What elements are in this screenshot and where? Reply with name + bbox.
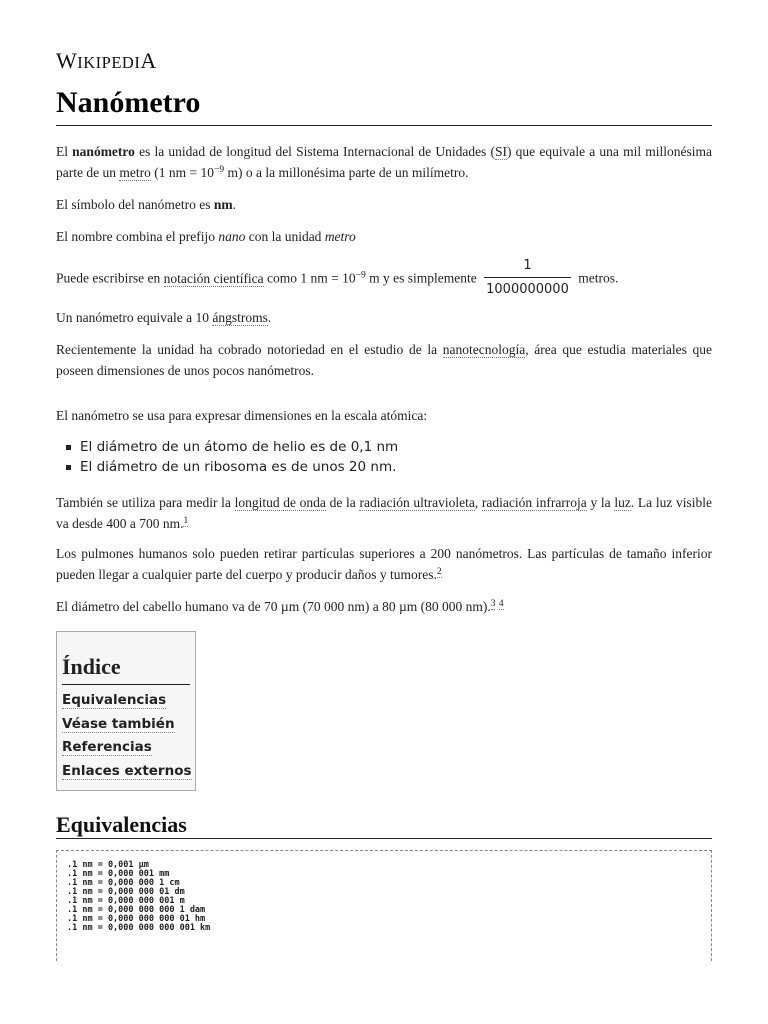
lungs-paragraph: Los pulmones humanos solo pueden retirar partículas superiores a 200 nanómetros. Las partículas de tamaño inferior pueden llegar a cualquier parte del cuerpo y producir daños y tumores.$^2$ bbox=[56, 546, 712, 582]
bullet-icon bbox=[66, 445, 71, 450]
intro-paragraph: El nanómetro es la unidad de longitud del Sistema Internacional de Unidades (SI) que equivale a una mil millonésima parte de un metro (1 nm = $10^{-9}$ m) o a la millonésima parte de un milímetro. bbox=[56, 144, 712, 180]
wavelength-paragraph: También se utiliza para medir la longitud de onda de la radiación ultravioleta, radiación infrarroja y la luz. La luz visible va desde 400 a 700 nm.$^1$ bbox=[56, 495, 712, 531]
fraction: $\frac{1}{1000000000}$ bbox=[484, 255, 571, 300]
link-longitud-de-onda[interactable]: longitud de onda bbox=[234, 495, 326, 510]
reference-2[interactable]: 2 bbox=[436, 567, 442, 577]
title-divider bbox=[56, 125, 712, 126]
link-angstroms[interactable]: ángstroms bbox=[212, 310, 268, 325]
equivalence-line: .1 nm = 0,000 000 000 01 hm bbox=[67, 914, 206, 924]
toc-item-enlaces-externos[interactable]: Enlaces externos bbox=[62, 762, 192, 779]
link-radiacion-ultravioleta[interactable]: radiación ultravioleta bbox=[359, 495, 475, 510]
equivalence-line: .1 nm = 0,001 µm bbox=[67, 860, 149, 870]
prefix-paragraph: El nombre combina el prefijo nano con la unidad metro bbox=[56, 229, 356, 244]
equivalence-line: .1 nm = 0,000 000 000 001 km bbox=[67, 923, 211, 933]
scientific-notation-paragraph: Puede escribirse en notación científica como 1 nm = $10^{-9}$ m y es simplemente $\frac{1}{1000000000}$ metros. bbox=[56, 257, 712, 302]
link-radiacion-infrarroja[interactable]: radiación infrarroja bbox=[481, 495, 587, 510]
toc-divider bbox=[62, 684, 190, 685]
page-title: Nanómetro bbox=[56, 86, 201, 119]
toc-item-referencias[interactable]: Referencias bbox=[62, 739, 152, 755]
wikipedia-wordmark[interactable]: WIKIPEDIA bbox=[56, 48, 157, 73]
equivalence-line: .1 nm = 0,000 000 001 m bbox=[67, 896, 185, 906]
reference-4[interactable]: 4 bbox=[498, 599, 504, 609]
toc-item-equivalencias[interactable]: Equivalencias bbox=[62, 692, 167, 708]
table-of-contents bbox=[56, 631, 196, 791]
reference-1[interactable]: 1 bbox=[183, 516, 189, 526]
link-luz[interactable]: luz bbox=[614, 495, 631, 510]
toc-heading: Índice bbox=[62, 654, 121, 679]
equivalence-line: .1 nm = 0,000 000 1 cm bbox=[67, 878, 180, 888]
equivalence-line: .1 nm = 0,000 001 mm bbox=[67, 869, 170, 879]
list-item: El diámetro de un átomo de helio es de 0,1 nm bbox=[56, 437, 398, 457]
list-item: El diámetro de un ribosoma es de unos 20 nm. bbox=[56, 457, 398, 477]
angstrom-paragraph: Un nanómetro equivale a 10 ángstroms. bbox=[56, 310, 272, 325]
link-metro[interactable]: metro bbox=[119, 165, 151, 180]
hair-paragraph: El diámetro del cabello humano va de 70 µm (70 000 nm) a 80 µm (80 000 nm).$^3$ $^4$ bbox=[56, 599, 504, 614]
link-si[interactable]: SI bbox=[494, 144, 507, 159]
nanotech-paragraph: Recientemente la unidad ha cobrado notoriedad en el estudio de la nanotecnología, área que estudia materiales que poseen dimensiones de unos pocos nanómetros. bbox=[56, 342, 712, 378]
equivalence-line: .1 nm = 0,000 000 01 dm bbox=[67, 887, 185, 897]
link-nanotecnologia[interactable]: nanotecnología bbox=[442, 342, 526, 357]
reference-3[interactable]: 3 bbox=[490, 599, 496, 609]
equivalences-preformatted bbox=[56, 850, 712, 961]
symbol-paragraph: El símbolo del nanómetro es nm. bbox=[56, 197, 236, 212]
link-notacion-cientifica[interactable]: notación científica bbox=[163, 270, 264, 286]
atomic-scale-list bbox=[56, 437, 398, 477]
bullet-icon bbox=[66, 465, 71, 470]
section-divider bbox=[56, 838, 712, 839]
section-heading-equivalencias: Equivalencias bbox=[56, 812, 187, 837]
equivalence-line: .1 nm = 0,000 000 000 1 dam bbox=[67, 905, 206, 915]
toc-list bbox=[62, 688, 192, 782]
atomic-scale-paragraph: El nanómetro se usa para expresar dimensiones en la escala atómica: bbox=[56, 408, 428, 423]
toc-item-vease-tambien[interactable]: Véase también bbox=[62, 715, 175, 732]
